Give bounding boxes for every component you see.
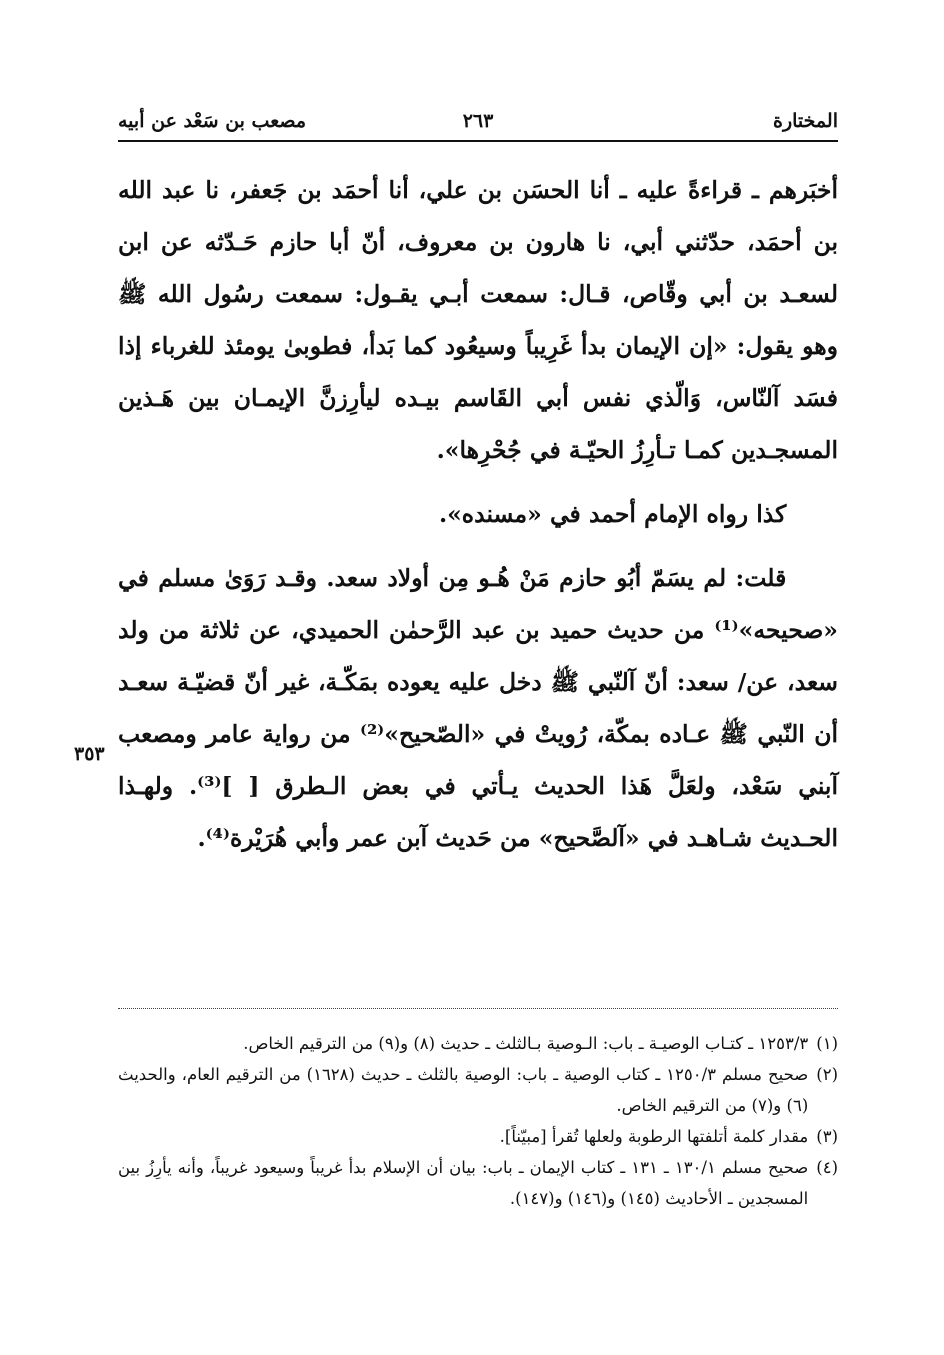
footnote-1 [118, 1028, 838, 1059]
footnote-text: صحيح مسلم ١٣٠/١ ـ ١٣١ ـ كتاب الإيمان ـ باب: بيان أن الإسلام بدأ غريباً وسيعود غريباً، وأنه يأرِزُ بين المسجدين ـ الأحاديث (١٤٥) و(١٤٦) و(١٤٧). [118, 1158, 809, 1208]
footnote-number: (١) [816, 1034, 838, 1053]
footnote-text: ١٢٥٣/٣ ـ كتـاب الوصيـة ـ باب: الـوصية بـالثلث ـ حديث (٨) و(٩) من الترقيم الخاص. [243, 1034, 809, 1053]
footnote-separator [118, 1008, 838, 1009]
footnote-4 [118, 1152, 838, 1214]
footnotes [118, 1028, 838, 1214]
paragraph-hadith: أخبَرهم ـ قراءةً عليه ـ أنا الحسَن بن علي، أنا أحمَد بن جَعفر، نا عبد الله بن أحمَد، حدّثني أبي، نا هارون بن معروف، أنّ أبا حازم حَـدّثه عن ابن لسعـد بن أبي وقّاص، قـال: سمعت أبـي يقـول: سمعت رسُول الله ﷺ وهو يقول: «إن الإيمان بدأ غَرِيباً وسيعُود كما بَدأ، فطوبىٰ يومئذ للغرباء إذا فسَد آلنّاس، وَالّذي نفس أبي القَاسم بيـده ليأرِزنَّ الإيمـان بين هَـذين المسجـدين كمـا تـأرِزُ الحيّـة في جُحْرِها». [118, 176, 838, 464]
footnote-3 [118, 1121, 838, 1152]
header-book-title: المختارة [773, 110, 838, 132]
footnote-text: مقدار كلمة أتلفتها الرطوبة ولعلها تُقرأ [مبيّناً]. [499, 1127, 809, 1146]
page-number: ٢٦٣ [462, 110, 494, 132]
running-header [118, 100, 838, 140]
header-chapter-title: مصعب بن سَعْد عن أبيه [118, 110, 307, 132]
page [74, 100, 839, 864]
main-text [118, 164, 838, 864]
manuscript-folio-number: ٣٥٣ [74, 743, 105, 765]
footnote-2 [118, 1059, 838, 1121]
footnote-number: (٢) [816, 1065, 838, 1084]
paragraph-commentary: قلت: لم يسَمّ أبُو حازم مَنْ هُـو مِن أولاد سعد. وقـد رَوَىٰ مسلم في «صحيحه»⁽¹⁾ من حديث حميد بن عبد الرَّحمٰن الحميدي، عن ثلاثة من ولد سعد، عن/ سعد: أنّ آلنّبي ﷺ دخل عليه يعوده بمَكّـة، غير أنّ قضيّـة سعـد أن النّبي ﷺ عـاده بمكّة، رُويتْ في «الصّحيح»⁽²⁾ من رواية عامر ومصعب آبني سَعْد، ولعَلَّ هَذا الحديث يـأتي في بعض الـطرق [ ]⁽³⁾. ولهـذا الحـديث شـاهـد في «آلصَّحيح» من حَديث آبن عمر وأبي هُرَيْرة⁽⁴⁾. [118, 564, 839, 852]
paragraph-source: كذا رواه الإمام أحمد في «مسنده». [438, 500, 787, 528]
footnote-number: (٤) [816, 1158, 838, 1177]
footnote-text: صحيح مسلم ١٢٥٠/٣ ـ كتاب الوصية ـ باب: الوصية بالثلث ـ حديث (١٦٢٨) من الترقيم العام، والحديث (٦) و(٧) من الترقيم الخاص. [118, 1065, 809, 1115]
header-rule [118, 140, 838, 142]
footnote-number: (٣) [816, 1127, 838, 1146]
